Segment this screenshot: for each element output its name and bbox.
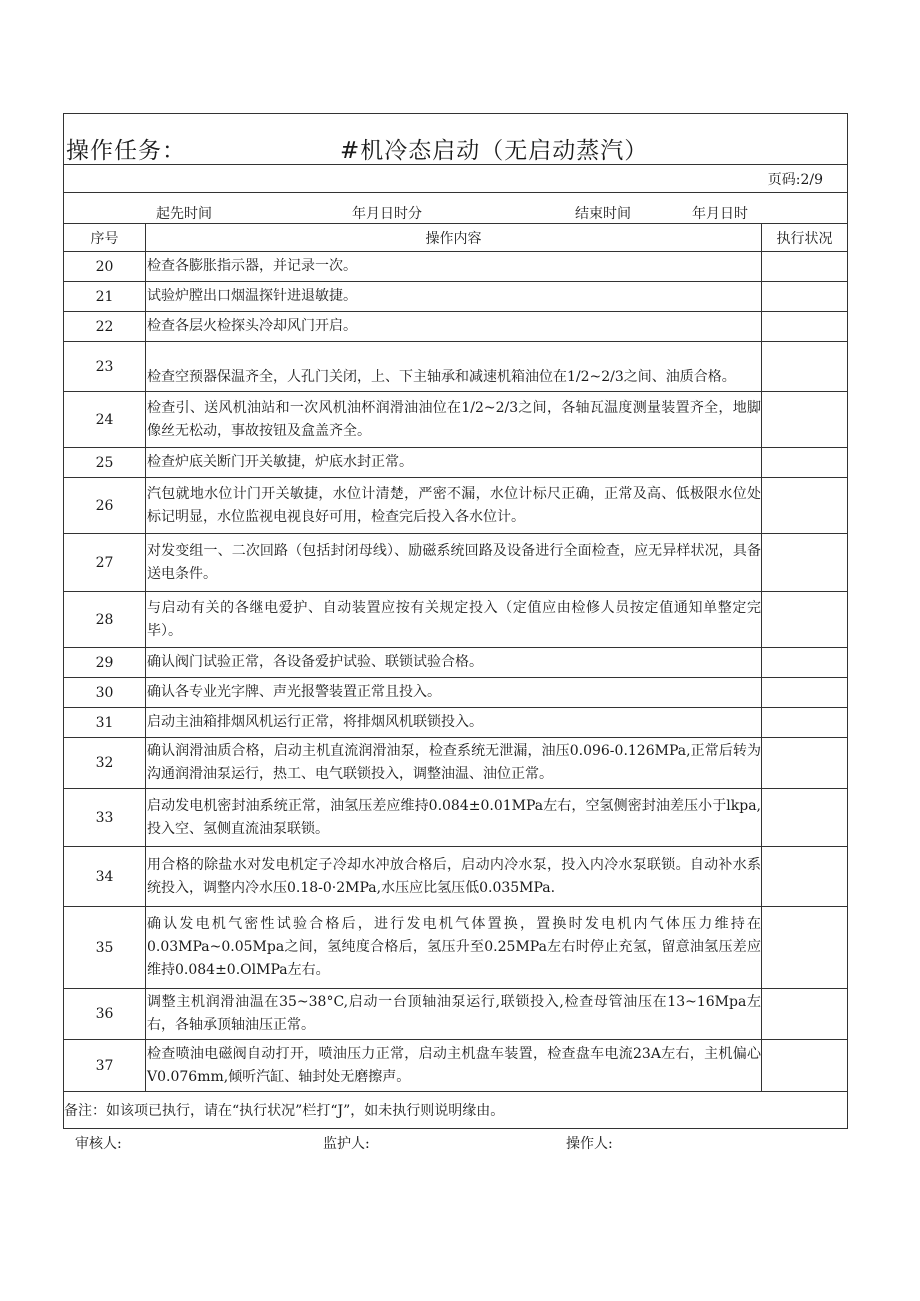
table-row xyxy=(64,282,848,312)
row-number: 30 xyxy=(64,678,146,708)
row-status-cell[interactable] xyxy=(762,282,848,312)
row-content: 确认阀门试验正常，各设备爱护试验、联锁试验合格。 xyxy=(146,648,762,678)
table-row xyxy=(64,534,848,592)
signature-line xyxy=(63,1133,847,1155)
row-number: 23 xyxy=(64,342,146,392)
row-content: 确认各专业光字牌、声光报警装置正常且投入。 xyxy=(146,678,762,708)
reviewer-label: 审核人: xyxy=(75,1136,122,1152)
row-content: 检查各层火检探头冷却风门开启。 xyxy=(146,312,762,342)
row-number: 32 xyxy=(64,738,146,789)
row-content: 检查炉底关断门开关敏捷，炉底水封正常。 xyxy=(146,448,762,478)
end-time-value: 年月日时 xyxy=(692,206,748,222)
row-status-cell[interactable] xyxy=(762,312,848,342)
table-row xyxy=(64,448,848,478)
table-row xyxy=(64,648,848,678)
row-number: 37 xyxy=(64,1040,146,1092)
row-status-cell[interactable] xyxy=(762,448,848,478)
row-status-cell[interactable] xyxy=(762,847,848,907)
row-content: 与启动有关的各继电爱护、自动装置应按有关规定投入（定值应由检修人员按定值通知单整定完毕）。 xyxy=(146,592,762,648)
row-status-cell[interactable] xyxy=(762,1040,848,1092)
table-row xyxy=(64,738,848,789)
row-number: 22 xyxy=(64,312,146,342)
table-row xyxy=(64,478,848,534)
start-time-label: 起先时间 xyxy=(156,206,212,222)
start-time-value: 年月日时分 xyxy=(352,206,422,222)
table-row xyxy=(64,989,848,1040)
row-number: 36 xyxy=(64,989,146,1040)
row-status-cell[interactable] xyxy=(762,648,848,678)
row-number: 25 xyxy=(64,448,146,478)
table-row xyxy=(64,342,848,392)
operation-ticket xyxy=(63,113,847,1129)
table-row xyxy=(64,907,848,989)
row-content: 检查喷油电磁阀自动打开，喷油压力正常，启动主机盘车装置，检查盘车电流23A左右，主机偏心V0.076mm,倾听汽缸、轴封处无磨擦声。 xyxy=(146,1040,762,1092)
row-status-cell[interactable] xyxy=(762,478,848,534)
row-content: 汽包就地水位计门开关敏捷，水位计清楚，严密不漏，水位计标尺正确，正常及高、低极限水位处标记明显，水位监视电视良好可用，检查完后投入各水位计。 xyxy=(146,478,762,534)
row-status-cell[interactable] xyxy=(762,342,848,392)
row-content: 调整主机润滑油温在35~38°C,启动一台顶轴油泵运行,联锁投入,检查母管油压在13~16Mpa左右，各轴承顶轴油压正常。 xyxy=(146,989,762,1040)
row-number: 26 xyxy=(64,478,146,534)
col-header-content: 操作内容 xyxy=(146,224,762,252)
table-row xyxy=(64,252,848,282)
row-number: 29 xyxy=(64,648,146,678)
row-content: 试验炉膛出口烟温探针进退敏捷。 xyxy=(146,282,762,312)
task-label: 操作任务： xyxy=(66,138,186,164)
row-number: 20 xyxy=(64,252,146,282)
task-title: #机冷态启动（无启动蒸汽） xyxy=(340,138,649,164)
time-row xyxy=(64,193,848,224)
table-row xyxy=(64,1040,848,1092)
row-status-cell[interactable] xyxy=(762,392,848,448)
row-content: 启动发电机密封油系统正常，油氢压差应维持0.084±0.01MPa左右，空氢侧密封油差压小于lkpa,投入空、氢侧直流油泵联锁。 xyxy=(146,789,762,847)
row-number: 33 xyxy=(64,789,146,847)
operator-label: 操作人: xyxy=(566,1136,613,1152)
row-status-cell[interactable] xyxy=(762,907,848,989)
supervisor-label: 监护人: xyxy=(323,1136,370,1152)
row-number: 24 xyxy=(64,392,146,448)
row-status-cell[interactable] xyxy=(762,592,848,648)
row-status-cell[interactable] xyxy=(762,678,848,708)
row-status-cell[interactable] xyxy=(762,252,848,282)
column-header-row xyxy=(64,224,848,252)
row-content: 检查空预器保温齐全，人孔门关闭，上、下主轴承和减速机箱油位在1/2~2/3之间、油质合格。 xyxy=(146,342,762,392)
row-status-cell[interactable] xyxy=(762,534,848,592)
row-status-cell[interactable] xyxy=(762,789,848,847)
row-status-cell[interactable] xyxy=(762,989,848,1040)
row-number: 34 xyxy=(64,847,146,907)
page-number: 页码:2/9 xyxy=(64,165,848,193)
table-row xyxy=(64,592,848,648)
table-row xyxy=(64,708,848,738)
row-status-cell[interactable] xyxy=(762,708,848,738)
remark: 备注：如该项已执行，请在“执行状况”栏打“J”，如未执行则说明缘由。 xyxy=(64,1092,848,1129)
row-number: 27 xyxy=(64,534,146,592)
row-content: 用合格的除盐水对发电机定子冷却水冲放合格后，启动内冷水泵，投入内冷水泵联锁。自动补水系统投入，调整内冷水压0.18-0·2MPa,水压应比氢压低0.035MPa. xyxy=(146,847,762,907)
table-row xyxy=(64,678,848,708)
title-row xyxy=(64,114,848,165)
table-row xyxy=(64,789,848,847)
table-row xyxy=(64,392,848,448)
row-number: 28 xyxy=(64,592,146,648)
operation-table xyxy=(63,113,848,1129)
row-number: 31 xyxy=(64,708,146,738)
row-number: 35 xyxy=(64,907,146,989)
row-content: 对发变组一、二次回路（包括封闭母线）、励磁系统回路及设备进行全面检查，应无异样状况，具备送电条件。 xyxy=(146,534,762,592)
table-row xyxy=(64,312,848,342)
row-status-cell[interactable] xyxy=(762,738,848,789)
row-content: 确认润滑油质合格，启动主机直流润滑油泵，检查系统无泄漏，油压0.096-0.126MPa,正常后转为沟通润滑油泵运行，热工、电气联锁投入，调整油温、油位正常。 xyxy=(146,738,762,789)
row-content: 检查各膨胀指示器，并记录一次。 xyxy=(146,252,762,282)
row-content: 启动主油箱排烟风机运行正常，将排烟风机联锁投入。 xyxy=(146,708,762,738)
table-row xyxy=(64,847,848,907)
col-header-status: 执行状况 xyxy=(762,224,848,252)
row-number: 21 xyxy=(64,282,146,312)
row-content: 确认发电机气密性试验合格后，进行发电机气体置换，置换时发电机内气体压力维持在0.03MPa~0.05Mpa之间，氢纯度合格后，氢压升至0.25MPa左右时停止充氢，留意油氢压差应维持0.084±0.OlMPa左右。 xyxy=(146,907,762,989)
col-header-num: 序号 xyxy=(64,224,146,252)
row-content: 检查引、送风机油站和一次风机油杯润滑油油位在1/2~2/3之间，各轴瓦温度测量装置齐全，地脚像丝无松动，事故按钮及盒盖齐全。 xyxy=(146,392,762,448)
end-time-label: 结束时间 xyxy=(575,206,631,222)
